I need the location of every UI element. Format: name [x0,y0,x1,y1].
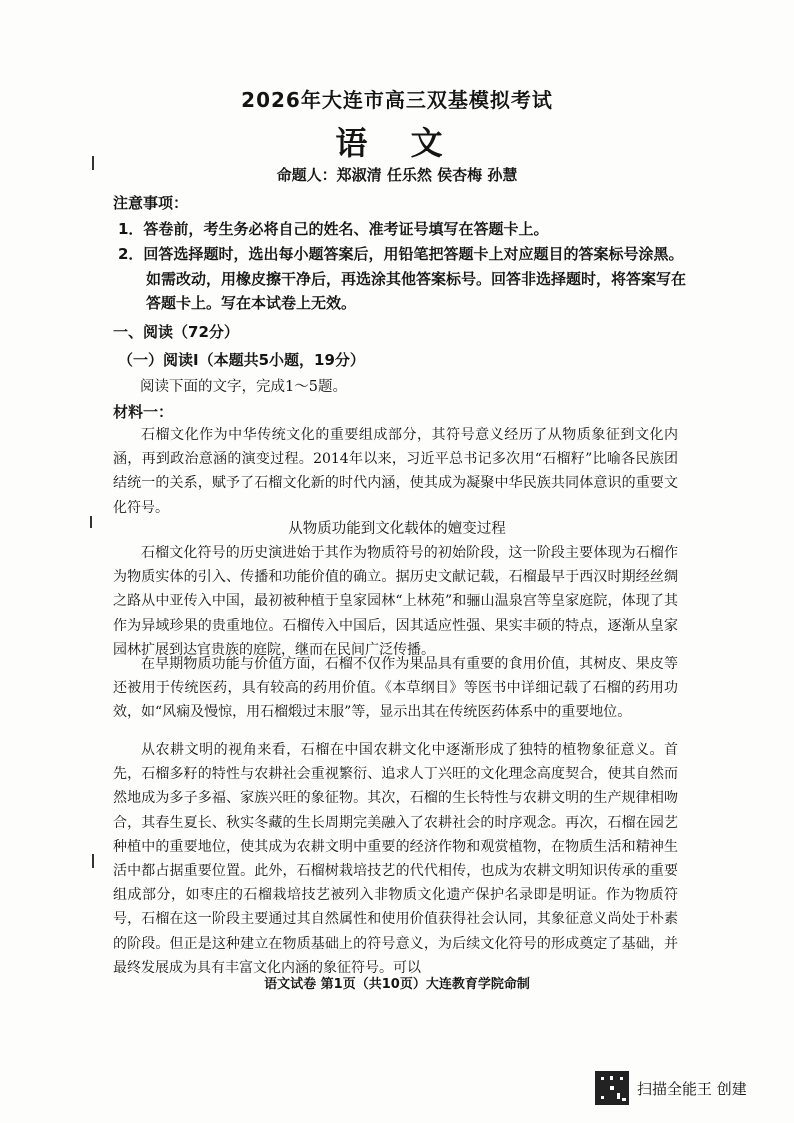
scanner-watermark [595,1071,747,1105]
notice-item-2-cont: 如需改动，用橡皮擦干净后，再选涂其他答案标号。回答非选择题时，将答案写在 [146,270,687,288]
page-footer: 语文试卷 第1页（共10页）大连教育学院命制 [264,977,530,992]
paragraph-3: 在早期物质功能与价值方面，石榴不仅作为果品具有重要的食用价值，其树皮、果皮等还被用于传统医药，具有较高的药用价值。《本草纲目》等医书中详细记载了石榴的药用功效，如“风痫及慢惊，用石榴煅过末服”等，显示出其在传统医药体系中的重要地位。 [113,656,678,721]
notice-item-2: 2．回答选择题时，选出每小题答案后，用铅笔把答题卡上对应题目的答案标号涂黑。 [118,245,684,263]
scanner-brand-text: 扫描全能王 创建 [637,1079,747,1098]
material-label: 材料一： [113,403,174,421]
notice-item-2-end: 答题卡上。写在本试卷上无效。 [146,294,357,312]
paragraph-1: 石榴文化作为中华传统文化的重要组成部分，其符号意义经历了从物质象征到文化内涵，再到政治意涵的演变过程。2014年以来，习近平总书记多次用“石榴籽”比喻各民族团结统一的关系，赋予了石榴文化新的时代内涵，使其成为凝聚中华民族共同体意识的重要文化符号。 [113,427,678,516]
authors-line: 命题人：郑淑清 任乐然 侯杏梅 孙慧 [276,166,518,184]
qr-code-icon [595,1071,629,1105]
section-part: 一、阅读（72分） [113,323,239,341]
notice-item-1: 1．答卷前，考生务必将自己的姓名、准考证号填写在答题卡上。 [118,220,549,238]
paragraph-2: 石榴文化符号的历史演进始于其作为物质符号的初始阶段，这一阶段主要体现为石榴作为物质实体的引入、传播和功能价值的确立。据历史文献记载，石榴最早于西汉时期经丝绸之路从中亚传入中国，最初被种植于皇家园林“上林苑”和骊山温泉宫等皇家庭院，体现了其作为异域珍果的贵重地位。石榴传入中国后，因其适应性强、果实丰硕的特点，逐渐从皇家园林扩展到达官贵族的庭院，继而在民间广泛传播。 [113,545,678,658]
scan-mark [92,854,94,868]
exam-title: 2026年大连市高三双基模拟考试 [241,88,553,112]
paragraph-subtitle: 从物质功能到文化载体的嬗变过程 [288,521,506,537]
section-instruction: 阅读下面的文字，完成1～5题。 [140,379,347,395]
section-sub: （一）阅读Ⅰ（本题共5小题，19分） [118,351,365,369]
notice-heading: 注意事项： [113,194,189,212]
subject-title: 语 文 [335,124,459,162]
paragraph-4: 从农耕文明的视角来看，石榴在中国农耕文化中逐渐形成了独特的植物象征意义。首先，石榴多籽的特性与农耕社会重视繁衍、追求人丁兴旺的文化理念高度契合，使其自然而然地成为多子多福、家族兴旺的象征物。其次，石榴的生长特性与农耕文明的生产规律相吻合，其春生夏长、秋实冬藏的生长周期完美融入了农耕社会的时序观念。再次，石榴在园艺种植中的重要地位，使其成为农耕文明中重要的经济作物和观赏植物，在物质生活和精神生活中都占据重要位置。此外，石榴树栽培技艺的代代相传，也成为农耕文明知识传承的重要组成部分，如枣庄的石榴栽培技艺被列入非物质文化遗产保护名录即是明证。作为物质符号，石榴在这一阶段主要通过其自然属性和使用价值获得社会认同，其象征意义尚处于朴素的阶段。但正是这种建立在物质基础上的符号意义，为后续文化符号的形成奠定了基础，并最终发展成为具有丰富文化内涵的象征符号。可以 [113,742,678,976]
